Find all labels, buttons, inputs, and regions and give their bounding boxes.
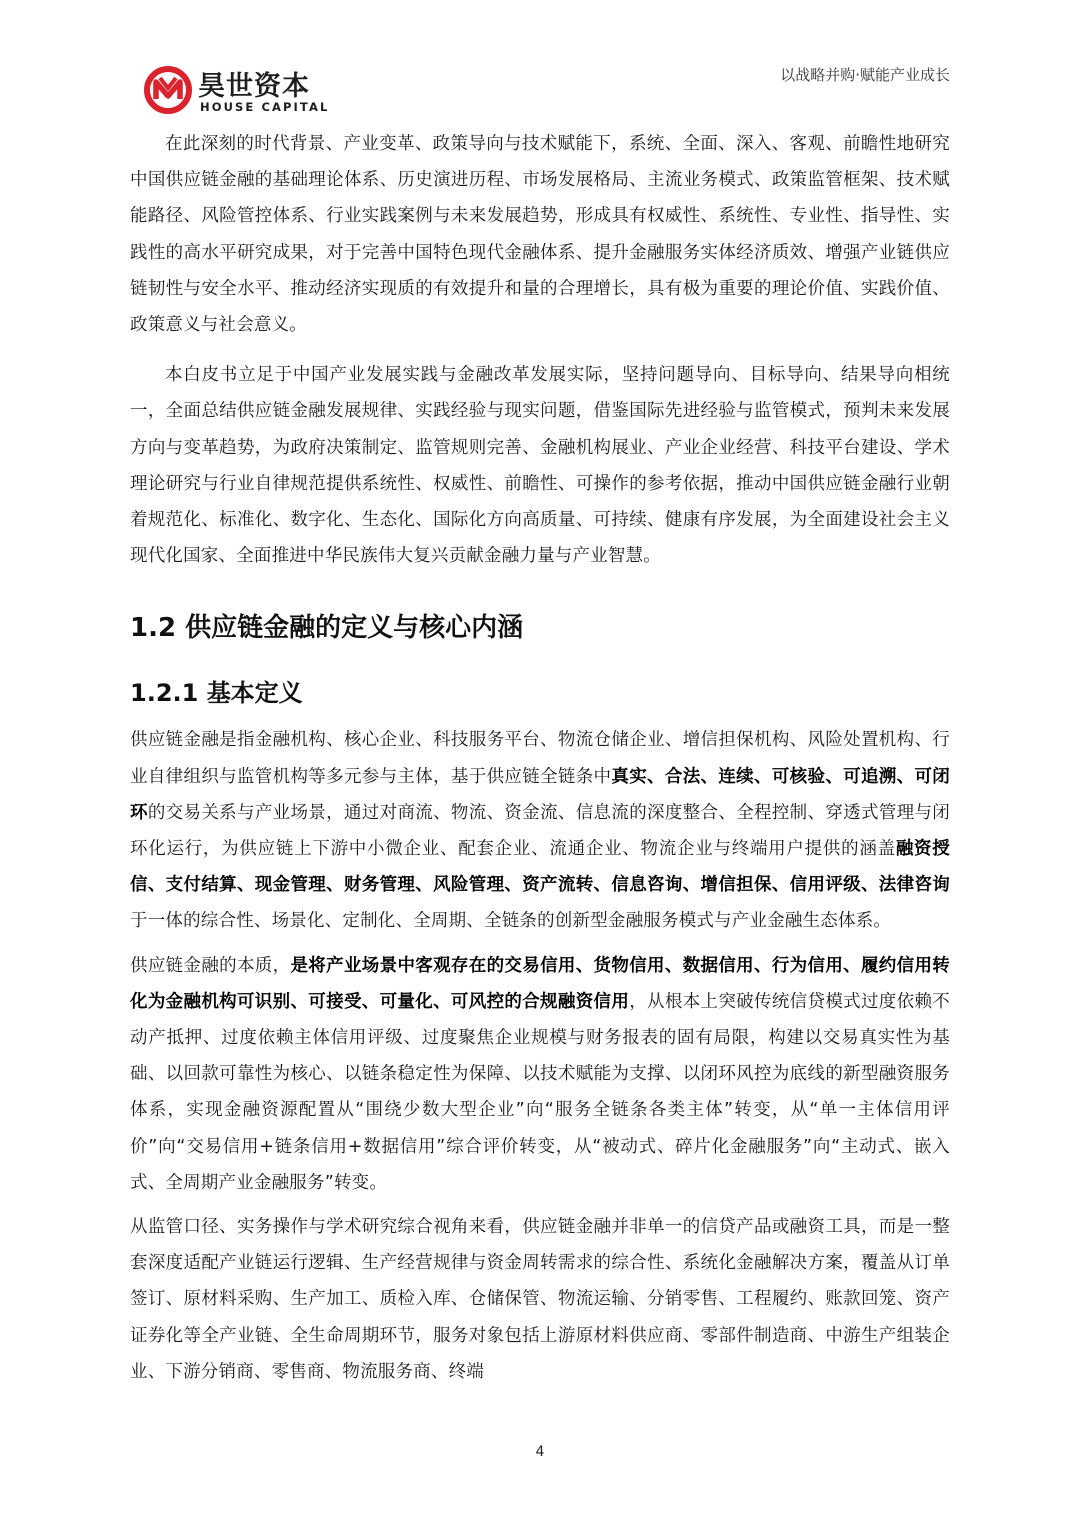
section-heading: 1.2 供应链金融的定义与核心内涵	[130, 613, 524, 644]
intro-paragraph-1: 在此深刻的时代背景、产业变革、政策导向与技术赋能下，系统、全面、深入、客观、前瞻性地研究中国供应链金融的基础理论体系、历史演进历程、市场发展格局、主流业务模式、政策监管框架、技术赋能路径、风险管控体系、行业实践案例与未来发展趋势，形成具有权威性、系统性、专业性、指导性、实践性的高水平研究成果，对于完善中国特色现代金融体系、提升金融服务实体经济质效、增强产业链供应链韧性与安全水平、推动经济实现质的有效提升和量的合理增长，具有极为重要的理论价值、实践价值、政策意义与社会意义。	[130, 134, 950, 336]
essence-paragraph	[130, 948, 950, 1201]
definition-text-2: 的交易关系与产业场景，通过对商流、物流、资金流、信息流的深度整合、全程控制、穿透式管理与闭环化运行，为供应链上下游中小微企业、配套企业、流通企业、物流企业与终端用户提供的涵盖	[130, 802, 951, 860]
definition-emphasis-1: 真实、合法、连续、可核验、可追溯、可闭环	[130, 766, 950, 823]
company-logo	[144, 66, 444, 122]
house-capital-logo-icon	[144, 66, 192, 114]
perspective-paragraph: 从监管口径、实务操作与学术研究综合视角来看，供应链金融并非单一的信贷产品或融资工具，而是一整套深度适配产业链运行逻辑、生产经营规律与资金周转需求的综合性、系统化金融解决方案，覆盖从订单签订、原材料采购、生产加工、质检入库、仓储保管、物流运输、分销零售、工程履约、账款回笼、资产证券化等全产业链、全生命周期环节，服务对象包括上游原材料供应商、零部件制造商、中游生产组装企业、下游分销商、零售商、物流服务商、终端	[130, 1217, 950, 1382]
definition-text-1: 供应链金融是指金融机构、核心企业、科技服务平台、物流仓储企业、增信担保机构、风险处置机构、行业自律组织与监管机构等多元参与主体，基于供应链全链条中	[130, 730, 950, 787]
logo-english-name: HOUSE CAPITAL	[200, 100, 330, 114]
logo-chinese-name: 昊世资本	[198, 71, 310, 102]
essence-emphasis: 是将产业场景中客观存在的交易信用、货物信用、数据信用、行为信用、履约信用转化为金融机构可识别、可接受、可量化、可风控的合规融资信用	[130, 955, 950, 1012]
header-slogan: 以战略并购·赋能产业成长	[780, 66, 950, 84]
essence-text-2: ，从根本上突破传统信贷模式过度依赖不动产抵押、过度依赖主体信用评级、过度聚焦企业规模与财务报表的固有局限，构建以交易真实性为基础、以回款可靠性为核心、以链条稳定性为保障、以技术赋能为支撑、以闭环风控为底线的新型融资服务体系，实现金融资源配置从“围绕少数大型企业”向“服务全链条各类主体”转变，从“单一主体信用评价”向“交易信用+链条信用+数据信用”综合评价转变，从“被动式、碎片化金融服务”向“主动式、嵌入式、全周期产业金融服务”转变。	[130, 991, 950, 1193]
essence-text-1: 供应链金融的本质，	[130, 955, 291, 976]
intro-paragraph-2: 本白皮书立足于中国产业发展实践与金融改革发展实际，坚持问题导向、目标导向、结果导向相统一，全面总结供应链金融发展规律、实践经验与现实问题，借鉴国际先进经验与监管模式，预判未来发展方向与变革趋势，为政府决策制定、监管规则完善、金融机构展业、产业企业经营、科技平台建设、学术理论研究与行业自律规范提供系统性、权威性、前瞻性、可操作的参考依据，推动中国供应链金融行业朝着规范化、标准化、数字化、生态化、国际化方向高质量、可持续、健康有序发展，为全面建设社会主义现代化国家、全面推进中华民族伟大复兴贡献金融力量与产业智慧。	[130, 365, 950, 567]
subsection-heading: 1.2.1 基本定义	[130, 679, 303, 708]
main-content	[130, 126, 950, 1390]
definition-paragraph	[130, 722, 950, 939]
page-header	[130, 62, 950, 122]
definition-text-3: 于一体的综合性、场景化、定制化、全周期、全链条的创新型金融服务模式与产业金融生态体系。	[130, 911, 892, 932]
page-number: 4	[535, 1444, 545, 1460]
definition-emphasis-2: 融资授信、支付结算、现金管理、财务管理、风险管理、资产流转、信息咨询、增信担保、信用评级、法律咨询	[130, 839, 950, 896]
